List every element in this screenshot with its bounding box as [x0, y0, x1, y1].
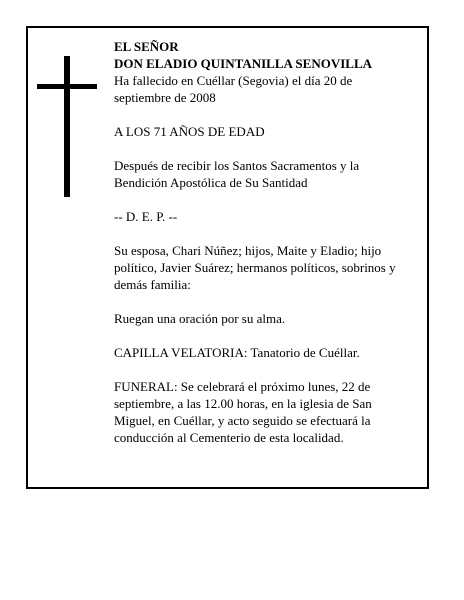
- death-notice-line-2: septiembre de 2008: [114, 90, 216, 105]
- death-notice-line-1: Ha fallecido en Cuéllar (Segovia) el día 20 de: [114, 73, 353, 88]
- cross-vertical-bar: [64, 56, 70, 197]
- family-line-1: Su esposa, Chari Núñez; hijos, Maite y Eladio; hijo: [114, 243, 382, 258]
- family-line-3: demás familia:: [114, 277, 191, 292]
- chapel-line: CAPILLA VELATORIA: Tanatorio de Cuéllar.: [114, 345, 360, 360]
- prayer-line: Ruegan una oración por su alma.: [114, 311, 286, 326]
- heading-title: EL SEÑOR: [114, 39, 179, 54]
- rip-line: -- D. E. P. --: [114, 209, 178, 224]
- sacraments-line-2: Bendición Apostólica de Su Santidad: [114, 175, 308, 190]
- funeral-line-1: FUNERAL: Se celebrará el próximo lunes, 22 de: [114, 379, 371, 394]
- obituary-text: [114, 38, 414, 446]
- cross-horizontal-bar: [37, 84, 97, 89]
- deceased-name: DON ELADIO QUINTANILLA SENOVILLA: [114, 56, 373, 71]
- funeral-line-4: conducción al Cementerio de esta localidad.: [114, 430, 344, 445]
- sacraments-line-1: Después de recibir los Santos Sacramentos y la: [114, 158, 360, 173]
- funeral-line-3: Miguel, en Cuéllar, y acto seguido se efectuará la: [114, 413, 371, 428]
- age-line: A LOS 71 AÑOS DE EDAD: [114, 124, 265, 139]
- funeral-line-2: septiembre, a las 12.00 horas, en la iglesia de San: [114, 396, 372, 411]
- family-line-2: político, Javier Suárez; hermanos políticos, sobrinos y: [114, 260, 396, 275]
